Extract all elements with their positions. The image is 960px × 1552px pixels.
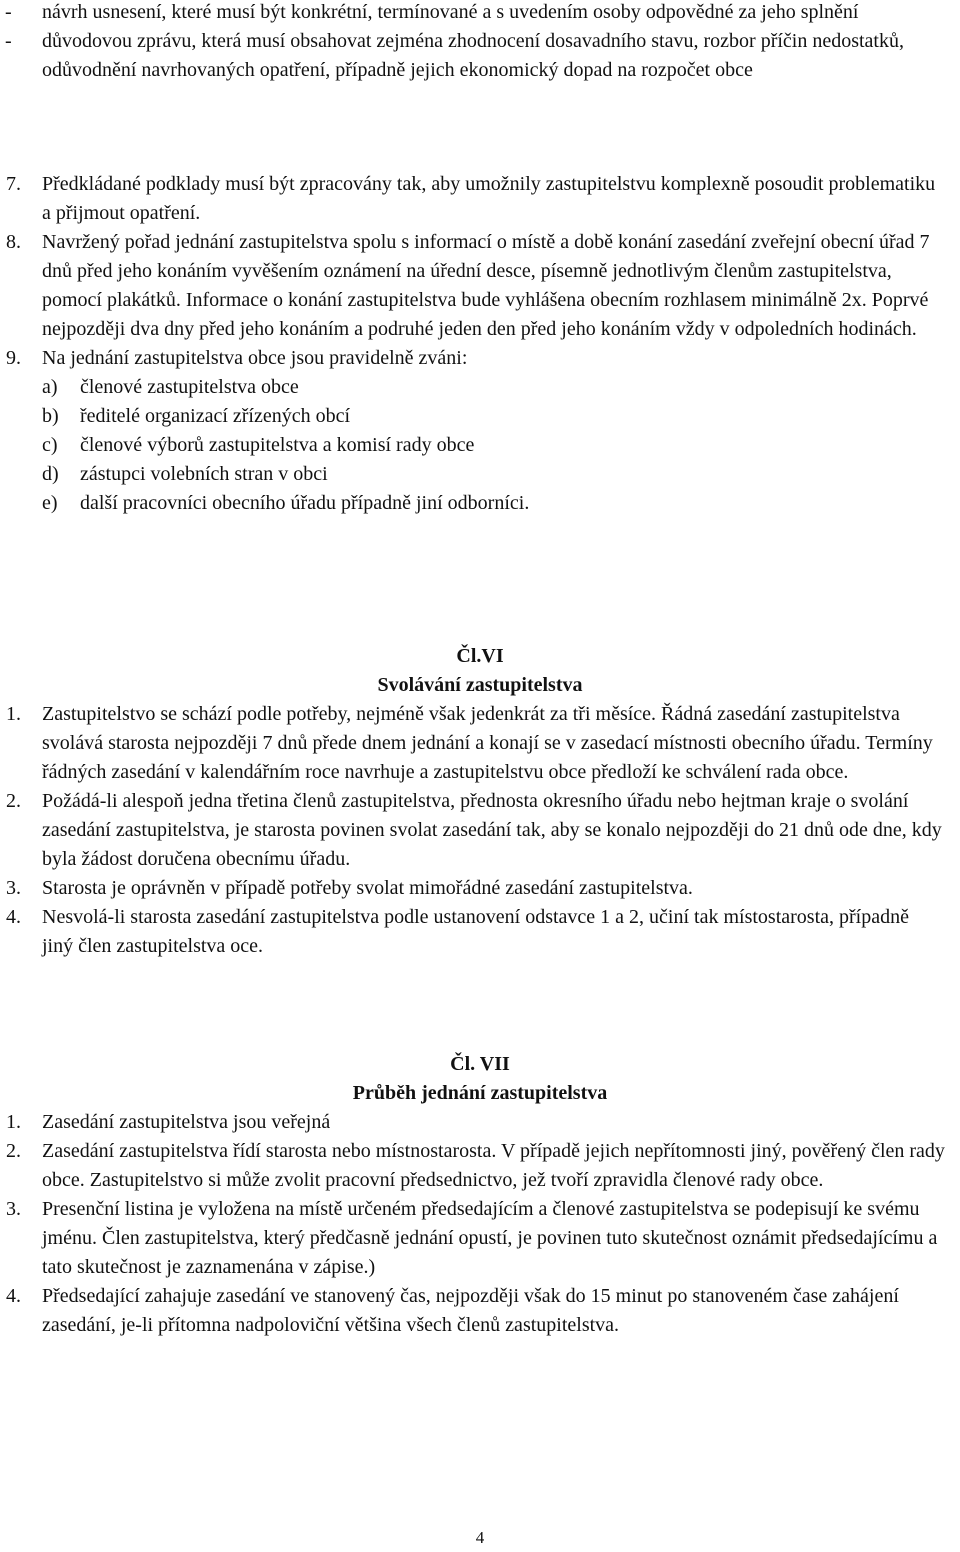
list-marker: 7. xyxy=(6,173,21,195)
list-item xyxy=(0,903,945,961)
list-item xyxy=(0,170,945,228)
list-item xyxy=(0,344,945,373)
sub-list-item xyxy=(0,431,945,460)
list-marker: 2. xyxy=(6,1140,21,1162)
list-item-text: Na jednání zastupitelstva obce jsou pravidelně zváni: xyxy=(42,347,468,369)
numbered-list-continued xyxy=(0,170,945,518)
list-item-text: Zastupitelstvo se schází podle potřeby, nejméně však jedenkrát za tři měsíce. Řádná zasedání zastupitelstva svolává starosta nejpozději 7 dnů přede dnem jednání a konají se v zasedací místnosti obecního úřadu. Termíny řádných zasedání v kalendářním roce navrhuje a zastupitelstvu obce předloží ke schválení rada obce. xyxy=(42,703,933,783)
list-item xyxy=(0,700,945,787)
page-number: 4 xyxy=(475,1528,485,1547)
article-title: Svolávání zastupitelstva xyxy=(377,674,583,696)
list-item-text: ředitelé organizací zřízených obcí xyxy=(80,405,351,427)
list-marker: b) xyxy=(42,405,59,427)
list-marker: 1. xyxy=(6,1111,21,1133)
list-item-text: důvodovou zprávu, která musí obsahovat zejména zhodnocení dosavadního stavu, rozbor příčin nedostatků, odůvodnění navrhovaných opatření, případně jejich ekonomický dopad na rozpočet obce xyxy=(42,30,904,81)
sub-list-item xyxy=(0,373,945,402)
article-number: Čl. VII xyxy=(450,1053,510,1075)
list-marker: 2. xyxy=(6,790,21,812)
list-marker: - xyxy=(5,1,12,23)
article-vii-list xyxy=(0,1108,945,1340)
list-marker: c) xyxy=(42,434,58,456)
list-marker: 1. xyxy=(6,703,21,725)
list-marker: a) xyxy=(42,376,58,398)
article-number: Čl.VI xyxy=(456,645,504,667)
list-marker: d) xyxy=(42,463,59,485)
list-marker: e) xyxy=(42,492,58,514)
list-item-text: Nesvolá-li starosta zasedání zastupitelstva podle ustanovení odstavce 1 a 2, učiní tak místostarosta, případně jiný člen zastupitelstva oce. xyxy=(42,906,909,957)
list-item xyxy=(0,228,945,344)
list-item-text: zástupci volebních stran v obci xyxy=(80,463,328,485)
list-item xyxy=(0,27,945,85)
list-marker: 4. xyxy=(6,906,21,928)
sub-list-item xyxy=(0,489,945,518)
sub-list-item xyxy=(0,460,945,489)
list-item xyxy=(0,787,945,874)
list-item-text: Presenční listina je vyložena na místě určeném předsedajícím a členové zastupitelstva se podepisují ke svému jménu. Člen zastupitelstva, který předčasně jednání opustí, je povinen tuto skutečnost oznámit předsedajícímu a tato skutečnost je zaznamenána v zápise.) xyxy=(42,1198,938,1278)
list-item-text: Předsedající zahajuje zasedání ve stanovený čas, nejpozději však do 15 minut po stanoveném čase zahájení zasedání, je-li přítomna nadpoloviční většina všech členů zastupitelstva. xyxy=(42,1285,899,1336)
list-item xyxy=(0,1282,945,1340)
list-marker: 4. xyxy=(6,1285,21,1307)
list-marker: 8. xyxy=(6,231,21,253)
list-item-text: členové zastupitelstva obce xyxy=(80,376,299,398)
list-item xyxy=(0,1108,945,1137)
intro-dash-list xyxy=(0,0,945,85)
list-item-text: členové výborů zastupitelstva a komisí rady obce xyxy=(80,434,475,456)
list-marker: 3. xyxy=(6,1198,21,1220)
list-item-text: Zasedání zastupitelstva jsou veřejná xyxy=(42,1111,331,1133)
list-item-text: Navržený pořad jednání zastupitelstva spolu s informací o místě a době konání zasedání zveřejní obecní úřad 7 dnů před jeho konáním vyvěšením oznámení na úřední desce, písemně jednotlivým členům zastupitelstva, pomocí plakátků. Informace o konání zastupitelstva bude vyhlášena obecním rozhlasem minimálně 2x. Poprvé nejpozději dva dny před jeho konáním a podruhé jeden den před jeho konáním vždy v odpoledních hodinách. xyxy=(42,231,930,340)
list-item xyxy=(0,1195,945,1282)
list-item-text: Starosta je oprávněn v případě potřeby svolat mimořádné zasedání zastupitelstva. xyxy=(42,877,693,899)
list-item xyxy=(0,1137,945,1195)
list-item xyxy=(0,0,945,27)
sub-list-item xyxy=(0,402,945,431)
list-item-text: Zasedání zastupitelstva řídí starosta nebo místnostarosta. V případě jejich nepřítomnosti jiný, pověřený člen rady obce. Zastupitelstvo si může zvolit pracovní předsednictvo, jež tvoří zpravidla členové rady obce. xyxy=(42,1140,945,1191)
list-marker: 3. xyxy=(6,877,21,899)
list-item-text: další pracovníci obecního úřadu případně jiní odborníci. xyxy=(80,492,530,514)
list-item-text: Požádá-li alespoň jedna třetina členů zastupitelstva, přednosta okresního úřadu nebo hejtman kraje o svolání zasedání zastupitelstva, je starosta povinen svolat zasedání tak, aby se konalo nejpozději do 21 dnů ode dne, kdy byla žádost doručena obecnímu úřadu. xyxy=(42,790,942,870)
article-vi-list xyxy=(0,700,945,961)
list-item-text: Předkládané podklady musí být zpracovány tak, aby umožnily zastupitelstvu komplexně posoudit problematiku a přijmout opatření. xyxy=(42,173,936,224)
list-marker: - xyxy=(5,30,12,52)
list-marker: 9. xyxy=(6,347,21,369)
list-item xyxy=(0,874,945,903)
article-title: Průběh jednání zastupitelstva xyxy=(352,1082,608,1104)
list-item-text: návrh usnesení, které musí být konkrétní, termínované a s uvedením osoby odpovědné za jeho splnění xyxy=(42,1,859,23)
